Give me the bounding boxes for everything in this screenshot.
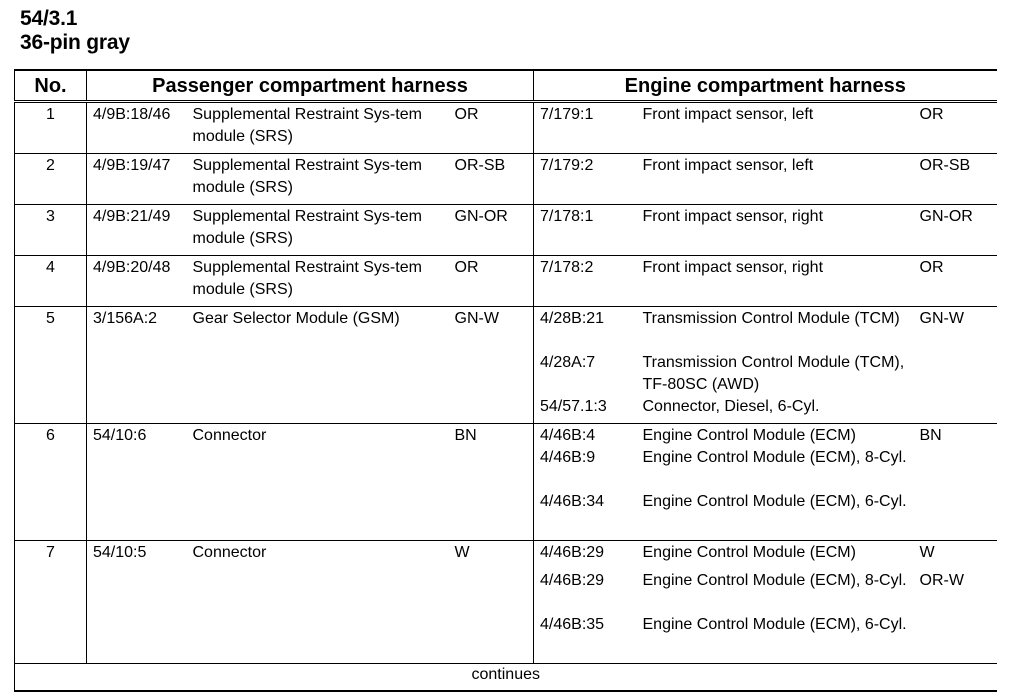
header-no: No. [15,70,87,102]
engine-reference: 4/46B:34 [540,493,605,510]
engine-wire-color: OR-W [919,572,964,589]
pin-number: 7 [15,541,87,664]
pin-number: 3 [15,205,87,256]
engine-wire-colors [914,154,997,205]
table-header-row [15,70,997,102]
engine-description: Transmission Control Module (TCM) [642,310,900,327]
passenger-wire-color: OR [449,256,534,307]
passenger-description: Supplemental Restraint Sys-tem module (SRS) [187,154,449,205]
engine-references [534,256,637,307]
engine-description: Connector, Diesel, 6-Cyl. [642,398,820,415]
passenger-description: Supplemental Restraint Sys-tem module (SRS) [187,256,449,307]
pin-number: 1 [15,102,87,154]
engine-wire-color: W [919,544,935,561]
engine-wire-color: OR [919,259,944,276]
pin-number: 5 [15,307,87,424]
engine-wire-color: OR-SB [919,157,971,174]
engine-reference: 7/179:1 [540,106,594,123]
passenger-wire-color: W [449,541,534,664]
engine-reference: 54/57.1:3 [540,398,607,415]
pinout-table [14,69,997,692]
engine-wire-color: GN-W [919,310,964,327]
engine-reference: 7/178:1 [540,208,594,225]
engine-description: Engine Control Module (ECM), 6-Cyl. [642,493,907,510]
passenger-reference: 4/9B:18/46 [87,102,187,154]
header-passenger-harness: Passenger compartment harness [87,70,534,102]
engine-description: Transmission Control Module (TCM), TF-80SC (AWD) [642,354,905,393]
engine-references [534,205,637,256]
passenger-wire-color: BN [449,424,534,541]
passenger-wire-color: GN-OR [449,205,534,256]
engine-wire-colors [914,541,997,664]
engine-references [534,102,637,154]
table-row [15,102,997,154]
table-row [15,256,997,307]
engine-reference: 4/28A:7 [540,354,596,371]
passenger-description: Connector [187,541,449,664]
engine-description: Front impact sensor, right [642,208,824,225]
pin-number: 6 [15,424,87,541]
passenger-wire-color: OR [449,102,534,154]
table-row [15,424,997,541]
engine-reference: 4/46B:35 [540,616,605,633]
passenger-description: Supplemental Restraint Sys-tem module (SRS) [187,102,449,154]
engine-description: Engine Control Module (ECM), 6-Cyl. [642,616,907,633]
engine-descriptions [637,205,914,256]
engine-descriptions [637,256,914,307]
engine-references [534,307,637,424]
engine-description: Front impact sensor, right [642,259,824,276]
engine-wire-color: GN-OR [919,208,973,225]
engine-descriptions [637,154,914,205]
engine-wire-colors [914,205,997,256]
engine-wire-colors [914,102,997,154]
engine-description: Front impact sensor, left [642,157,814,174]
engine-descriptions [637,102,914,154]
passenger-reference: 4/9B:20/48 [87,256,187,307]
passenger-description: Supplemental Restraint Sys-tem module (SRS) [187,205,449,256]
passenger-description: Connector [187,424,449,541]
passenger-reference: 4/9B:19/47 [87,154,187,205]
engine-reference: 7/179:2 [540,157,594,174]
engine-description: Engine Control Module (ECM), 8-Cyl. [642,449,907,466]
engine-references [534,154,637,205]
engine-reference: 7/178:2 [540,259,594,276]
table-row [15,541,997,664]
engine-descriptions [637,307,914,424]
engine-references [534,541,637,664]
table-row [15,205,997,256]
passenger-reference: 4/9B:21/49 [87,205,187,256]
pin-number: 4 [15,256,87,307]
engine-wire-color: OR [919,106,944,123]
engine-reference: 4/28B:21 [540,310,605,327]
table-row [15,307,997,424]
engine-description: Engine Control Module (ECM) [642,544,856,561]
table-footer-row [15,664,997,692]
engine-description: Engine Control Module (ECM), 8-Cyl. [642,572,907,589]
engine-wire-colors [914,424,997,541]
engine-wire-color: BN [919,427,942,444]
pin-number: 2 [15,154,87,205]
engine-reference: 4/46B:29 [540,572,605,589]
continues-note: continues [15,664,997,692]
engine-reference: 4/46B:29 [540,544,605,561]
passenger-wire-color: GN-W [449,307,534,424]
passenger-wire-color: OR-SB [449,154,534,205]
header-engine-harness: Engine compartment harness [534,70,997,102]
passenger-reference: 3/156A:2 [87,307,187,424]
engine-wire-colors [914,307,997,424]
connector-id-heading: 54/3.1 [20,7,78,30]
engine-wire-colors [914,256,997,307]
engine-descriptions [637,424,914,541]
engine-description: Engine Control Module (ECM) [642,427,856,444]
passenger-reference: 54/10:5 [87,541,187,664]
engine-description: Front impact sensor, left [642,106,814,123]
connector-description-heading: 36-pin gray [20,31,130,54]
passenger-reference: 54/10:6 [87,424,187,541]
engine-descriptions [637,541,914,664]
table-row [15,154,997,205]
passenger-description: Gear Selector Module (GSM) [187,307,449,424]
engine-reference: 4/46B:9 [540,449,596,466]
engine-references [534,424,637,541]
engine-reference: 4/46B:4 [540,427,596,444]
